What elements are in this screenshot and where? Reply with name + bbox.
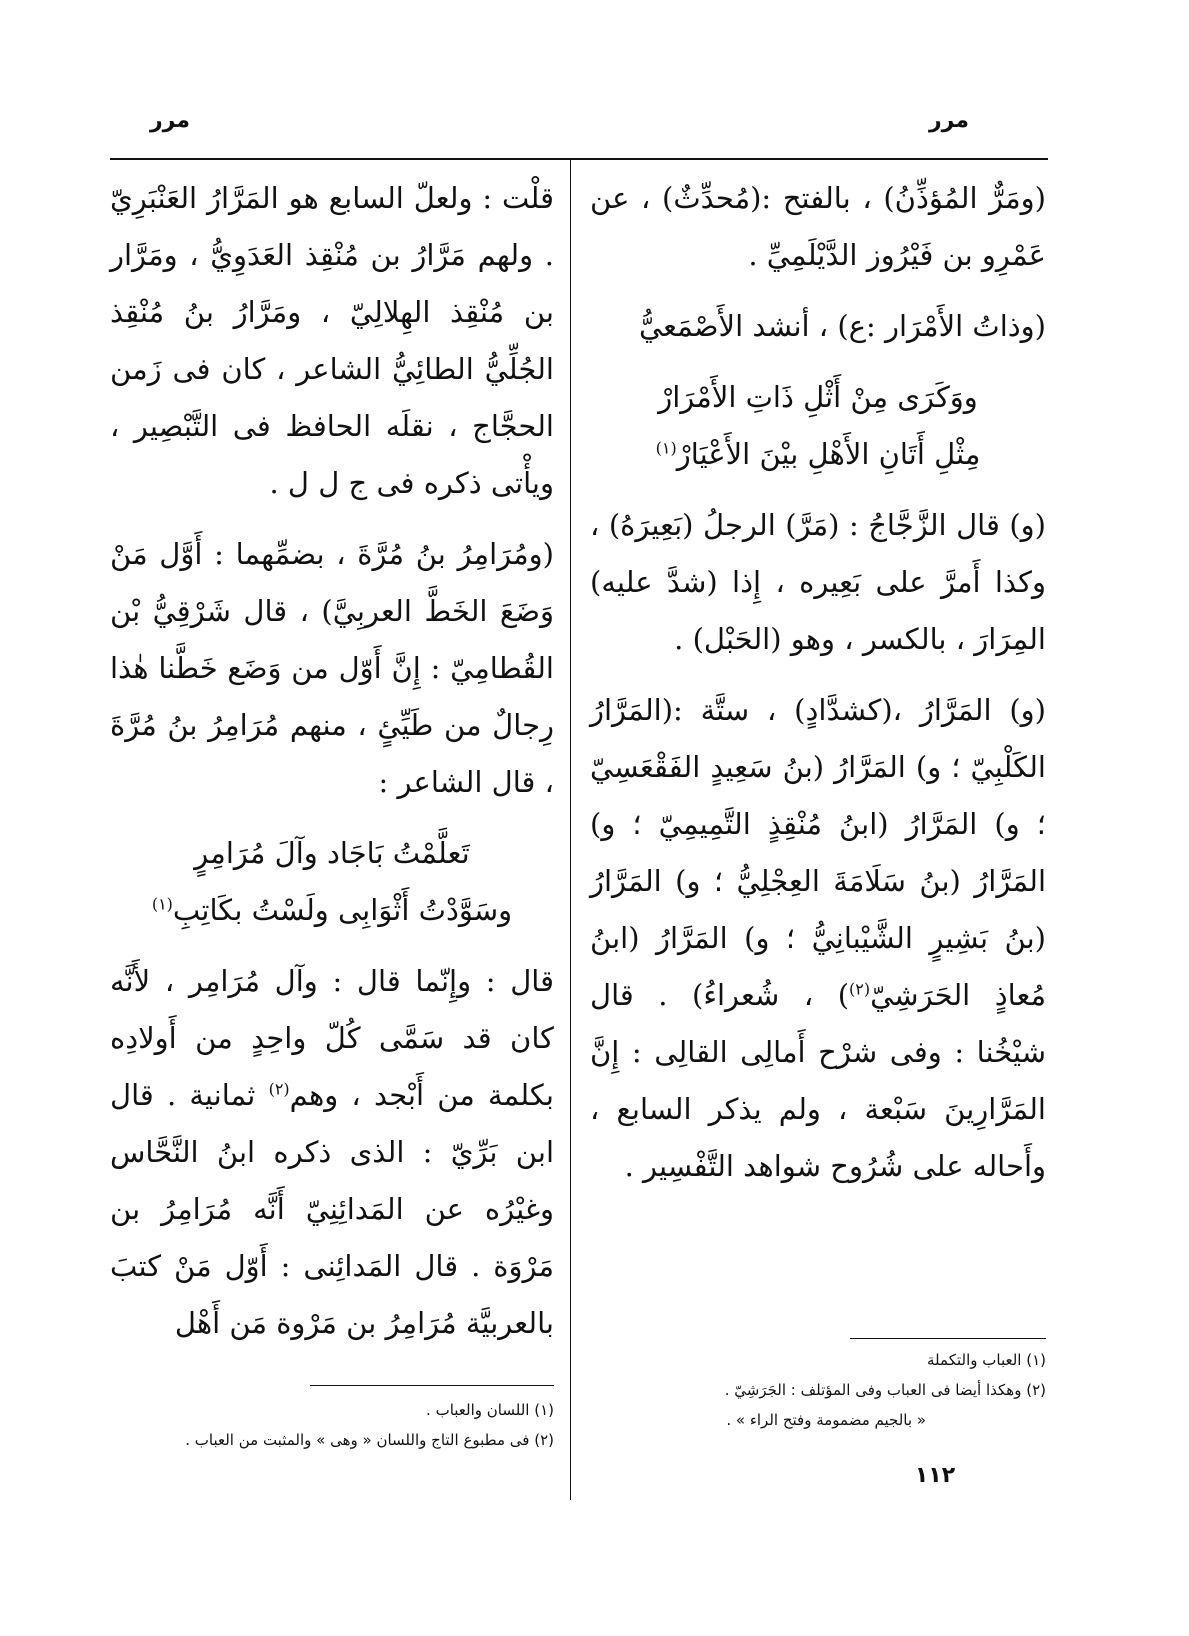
right-column: [590, 170, 1046, 1209]
footnote-2: (٢) فى مطبوع التاج واللسان « وهى » والمثبت من العباب .: [185, 1431, 554, 1449]
verse-line: [590, 426, 1046, 483]
verse-block-1: [590, 369, 1046, 483]
footnotes-right: [580, 1345, 1046, 1435]
verse-line: ووَكَرَى مِنْ أَثْلِ ذَاتِ الأَمْرَارْ: [658, 380, 978, 414]
left-column: [110, 170, 554, 1366]
footnote-1: (١) اللسان والعباب .: [426, 1401, 554, 1419]
verse-block-2: [110, 825, 554, 939]
verse-line-text: مِثْلِ أَتَانِ الأَهْلِ بيْنَ الأَعْيَارْ: [676, 437, 981, 471]
footnote-rule-left: [310, 1385, 554, 1386]
paragraph-text: (و) المَرَّارُ ،(كشدَّادٍ) ، ستَّة :(المَرَّارُ الكَلْبِيّ ؛ و) المَرَّارُ (بنُ سَعِيدٍ الفَقْعَسِيّ ؛ و) المَرَّارُ (ابنُ مُنْقِذٍ التَّمِيمِيّ ؛ و) المَرَّارُ (بنُ سَلَامَةَ العِجْلِيُّ ؛ و) المَرَّارُ (بنُ بَشِيرٍ الشَّيْبانِيُّ ؛ و) المَرَّارُ (ابنُ مُعاذٍ الحَرَشِيّ: [590, 693, 1046, 1012]
footnotes-left: [100, 1395, 554, 1455]
paragraph-murr-muadhdhin: (ومَرٌّ المُؤذِّنُ) ، بالفتح :(مُحدِّثٌ) ، عن عَمْرِو بن فَيْرُوز الدَّيْلَمِيِّ .: [590, 181, 1046, 272]
paragraph-qala: [110, 953, 554, 1352]
verse-line: [110, 882, 554, 939]
footnote-1: (١) العباب والتكملة: [927, 1351, 1046, 1369]
paragraph-marrar: [590, 682, 1046, 1195]
footnote-rule-right: [850, 1338, 1046, 1339]
footnote-marker: (١): [655, 438, 677, 458]
running-head-right: مرر: [929, 108, 969, 133]
footnote-marker: (١): [151, 894, 173, 914]
footnote-marker: (٢): [849, 979, 871, 999]
footnote-2-continued: « بالجيم مضمومة وفتح الراء » .: [726, 1411, 926, 1429]
paragraph-text: ثمانية . قال ابن بَرِّيّ : الذى ذكره ابنُ النَّحَّاس وغيْرُه عن المَدائِنِيّ أَنَّه مُرَامِرُ بن مَرْوَة . قال المَدائِنى : أَوّل مَنْ كتبَ بالعربيَّة مُرَامِرُ بن مَرْوة مَن أَهْل: [110, 1078, 554, 1340]
running-head-left: مرر: [150, 108, 190, 133]
verse-line-text: وسَوَّدْتُ أَثْوَابِى ولَسْتُ بكَاتِبِ: [172, 893, 513, 927]
column-divider: [570, 160, 571, 1500]
paragraph-text: ) ، شُعراءُ) . قال شيْخُنا : وفى شرْح أَمالِى القالِى : إِنَّ المَرَّارِينَ سَبْعة ، ولم يذكر السابع ، وأَحاله على شُرُوح شواهد التَّفْسِير .: [590, 978, 1046, 1183]
paragraph-text: قال : وإِنّما قال : وآل مُرَامِر ، لأَنَّه كان قد سَمَّى كُلّ واحِدٍ من أَولادِه بكلمة من أَبْجد ، وهم: [110, 964, 554, 1112]
footnote-marker: (٢): [268, 1079, 290, 1099]
verse-line: تَعلَّمْتُ بَاجَاد وآلَ مُرَامِرٍ: [194, 836, 470, 870]
paragraph-muramir: (ومُرَامِرُ بنُ مُرَّةَ ، بضمِّهما : أَوَّل مَنْ وَضَعَ الخَطَّ العربِيَّ) ، قال شَرْقِيُّ بْن القُطامِيّ : إِنَّ أَوّل من وَضَع خَطَّنا هٰذا رِجالٌ من طَيِّئٍ ، منهم مُرَامِرُ بنُ مُرَّةَ ، قال الشاعر :: [110, 537, 554, 799]
paragraph-qult: قلْت : ولعلّ السابع هو المَرَّارُ العَنْبَرِيّ . ولهم مَرَّارُ بن مُنْقِذ العَدَوِيُّ ، ومَرَّار بن مُنْقِذ الهِلالِيّ ، ومَرَّارُ بنُ مُنْقِذ الجُلِّيُّ الطائِيُّ الشاعر ، كان فى زَمن الحجَّاج ، نقلَه الحافظ فى التَّبْصِير ، ويأْتى ذكره فى ج ل ل .: [110, 181, 554, 500]
paragraph-dhat-al-amrar: (وذاتُ الأَمْرَار :ع) ، أنشد الأَصْمَعيُّ: [639, 309, 1046, 343]
header-rule: [110, 158, 1048, 160]
paragraph-zajjaj: (و) قال الزَّجَّاجُ : (مَرَّ) الرجلُ (بَعِيرَهُ) ، وكذا أَمرَّ على بَعِيره ، إِذا (شدَّ عليه) المِرَارَ ، بالكسر ، وهو (الحَبْل) .: [590, 508, 1046, 656]
page-number: ١١٢: [914, 1463, 956, 1488]
footnote-2: (٢) وهكذا أيضا فى العباب وفى المؤتلف : الجَرَشِيّ .: [724, 1381, 1046, 1399]
